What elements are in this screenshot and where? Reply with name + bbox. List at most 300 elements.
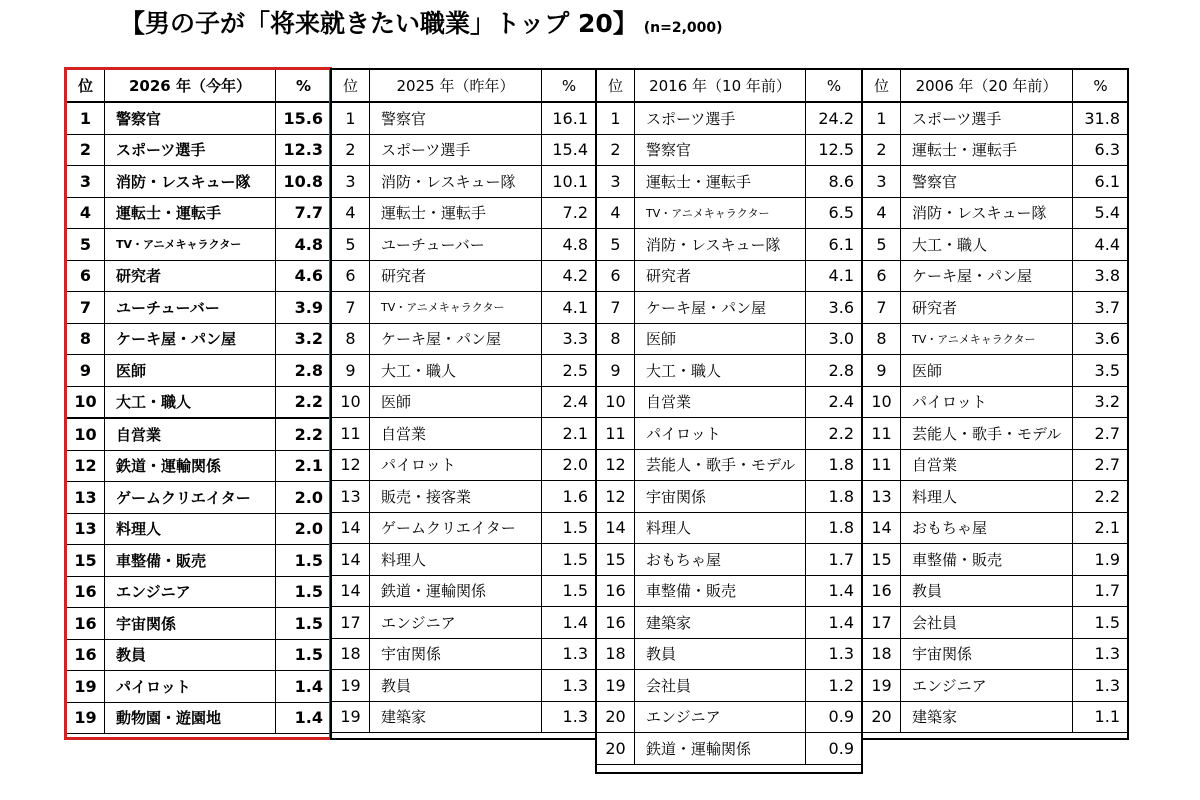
job-cell: 医師 [635, 323, 806, 355]
job-cell: パイロット [105, 671, 276, 703]
job-cell: 料理人 [635, 512, 806, 544]
table-row [332, 575, 597, 607]
percent-cell: 1.3 [542, 701, 597, 733]
table-row [597, 733, 863, 765]
job-cell: ケーキ屋・パン屋 [370, 323, 542, 355]
table-header-row [863, 70, 1129, 103]
table-row [597, 292, 863, 324]
table-row [597, 481, 863, 513]
rank-cell: 12 [597, 481, 635, 513]
rank-cell: 1 [332, 102, 370, 134]
percent-cell: 3.6 [806, 292, 863, 324]
job-cell: 自営業 [105, 418, 276, 450]
job-cell: 警察官 [370, 102, 542, 134]
table-row [332, 607, 597, 639]
percent-cell: 15.6 [276, 102, 332, 134]
job-cell: パイロット [635, 418, 806, 450]
table-header-row [67, 70, 332, 103]
job-cell: エンジニア [370, 607, 542, 639]
table-row [597, 544, 863, 576]
rank-cell: 4 [67, 197, 105, 229]
job-cell: おもちゃ屋 [635, 544, 806, 576]
table-row [863, 638, 1129, 670]
percent-cell: 1.3 [1073, 638, 1129, 670]
job-cell: スポーツ選手 [370, 134, 542, 166]
percent-cell: 2.8 [806, 355, 863, 387]
table-row [863, 418, 1129, 450]
job-cell: 警察官 [635, 134, 806, 166]
table-row [332, 323, 597, 355]
table-row [863, 481, 1129, 513]
job-cell: 会社員 [635, 670, 806, 702]
table-row [332, 229, 597, 261]
table-row [332, 544, 597, 576]
rank-cell: 14 [332, 575, 370, 607]
table-row [332, 670, 597, 702]
rank-cell: 16 [67, 639, 105, 671]
rank-cell: 16 [597, 575, 635, 607]
rank-cell: 19 [863, 670, 901, 702]
percent-cell: 1.1 [1073, 701, 1129, 733]
table-row [67, 197, 332, 229]
rank-cell: 20 [597, 733, 635, 765]
header-rank: 位 [863, 70, 901, 103]
percent-cell: 1.8 [806, 512, 863, 544]
table-row [332, 260, 597, 292]
rank-cell: 9 [332, 355, 370, 387]
rank-cell: 13 [67, 513, 105, 545]
ranking-table-2026 [66, 69, 332, 734]
rank-cell: 4 [863, 197, 901, 229]
job-cell: TV・アニメキャラクター [901, 323, 1073, 355]
percent-cell: 1.8 [806, 481, 863, 513]
job-cell: 宇宙関係 [901, 638, 1073, 670]
table-row [67, 355, 332, 387]
rank-cell: 14 [863, 512, 901, 544]
page-title [120, 4, 723, 44]
job-cell: 警察官 [901, 166, 1073, 198]
job-cell: 教員 [370, 670, 542, 702]
rank-cell: 8 [67, 323, 105, 355]
table-row [863, 449, 1129, 481]
percent-cell: 12.3 [276, 134, 332, 166]
rank-cell: 19 [597, 670, 635, 702]
table-row [597, 512, 863, 544]
rank-cell: 7 [863, 292, 901, 324]
percent-cell: 3.9 [276, 292, 332, 324]
job-cell: ユーチューバー [370, 229, 542, 261]
rank-cell: 20 [863, 701, 901, 733]
job-cell: 建築家 [901, 701, 1073, 733]
rank-cell: 14 [332, 512, 370, 544]
table-row [863, 607, 1129, 639]
rank-cell: 10 [67, 386, 105, 418]
job-cell: 料理人 [901, 481, 1073, 513]
percent-cell: 8.6 [806, 166, 863, 198]
table-row [597, 607, 863, 639]
rank-cell: 10 [597, 386, 635, 418]
ranking-table-2006 [862, 69, 1129, 733]
percent-cell: 6.1 [1073, 166, 1129, 198]
job-cell: 車整備・販売 [105, 545, 276, 577]
rank-cell: 13 [67, 482, 105, 514]
header-rank: 位 [332, 70, 370, 103]
job-cell: ケーキ屋・パン屋 [901, 260, 1073, 292]
table-row [332, 166, 597, 198]
rank-cell: 10 [863, 386, 901, 418]
job-cell: ユーチューバー [105, 292, 276, 324]
table-row [332, 481, 597, 513]
job-cell: おもちゃ屋 [901, 512, 1073, 544]
rank-cell: 7 [597, 292, 635, 324]
table-row [332, 355, 597, 387]
job-cell: 研究者 [635, 260, 806, 292]
rank-cell: 9 [863, 355, 901, 387]
table-row [863, 670, 1129, 702]
percent-cell: 3.3 [542, 323, 597, 355]
job-cell: 大工・職人 [635, 355, 806, 387]
job-cell: 医師 [370, 386, 542, 418]
rank-cell: 5 [863, 229, 901, 261]
table-row [863, 292, 1129, 324]
table-row [597, 323, 863, 355]
table-row [67, 102, 332, 134]
job-cell: 警察官 [105, 102, 276, 134]
job-cell: 研究者 [901, 292, 1073, 324]
percent-cell: 2.4 [806, 386, 863, 418]
percent-cell: 1.5 [1073, 607, 1129, 639]
table-row [67, 702, 332, 734]
table-row [67, 260, 332, 292]
table-row [597, 418, 863, 450]
table-row [67, 608, 332, 640]
table-header-row [597, 70, 863, 103]
table-row [597, 197, 863, 229]
job-cell: エンジニア [901, 670, 1073, 702]
rank-cell: 3 [332, 166, 370, 198]
job-cell: 動物園・遊園地 [105, 702, 276, 734]
job-cell: TV・アニメキャラクター [370, 292, 542, 324]
rank-cell: 3 [597, 166, 635, 198]
header-year: 2026 年（今年） [105, 70, 276, 103]
rank-cell: 3 [67, 166, 105, 198]
percent-cell: 31.8 [1073, 102, 1129, 134]
job-cell: 教員 [901, 575, 1073, 607]
percent-cell: 1.2 [806, 670, 863, 702]
rank-cell: 1 [863, 102, 901, 134]
job-cell: 大工・職人 [370, 355, 542, 387]
job-cell: 大工・職人 [901, 229, 1073, 261]
rank-cell: 15 [863, 544, 901, 576]
percent-cell: 1.4 [542, 607, 597, 639]
table-row [863, 512, 1129, 544]
percent-cell: 0.9 [806, 733, 863, 765]
table-row [597, 386, 863, 418]
table-row [67, 671, 332, 703]
job-cell: 研究者 [370, 260, 542, 292]
table-row [67, 450, 332, 482]
job-cell: 料理人 [370, 544, 542, 576]
header-percent: % [276, 70, 332, 103]
table-row [597, 670, 863, 702]
job-cell: 消防・レスキュー隊 [635, 229, 806, 261]
table-row [597, 134, 863, 166]
job-cell: 会社員 [901, 607, 1073, 639]
table-row [863, 260, 1129, 292]
table-row [597, 638, 863, 670]
job-cell: 鉄道・運輸関係 [105, 450, 276, 482]
percent-cell: 2.5 [542, 355, 597, 387]
percent-cell: 1.4 [276, 671, 332, 703]
rank-cell: 17 [332, 607, 370, 639]
job-cell: TV・アニメキャラクター [635, 197, 806, 229]
table-row [67, 134, 332, 166]
percent-cell: 1.5 [276, 576, 332, 608]
rank-cell: 8 [332, 323, 370, 355]
job-cell: 鉄道・運輸関係 [370, 575, 542, 607]
percent-cell: 2.8 [276, 355, 332, 387]
percent-cell: 1.5 [276, 545, 332, 577]
header-percent: % [1073, 70, 1129, 103]
percent-cell: 24.2 [806, 102, 863, 134]
table-row [863, 323, 1129, 355]
percent-cell: 3.6 [1073, 323, 1129, 355]
job-cell: ケーキ屋・パン屋 [105, 323, 276, 355]
job-cell: 建築家 [635, 607, 806, 639]
table-row [67, 545, 332, 577]
table-row [597, 575, 863, 607]
job-cell: 販売・接客業 [370, 481, 542, 513]
table-row [67, 323, 332, 355]
job-cell: 宇宙関係 [370, 638, 542, 670]
percent-cell: 3.0 [806, 323, 863, 355]
job-cell: 建築家 [370, 701, 542, 733]
table-row [67, 166, 332, 198]
percent-cell: 2.1 [1073, 512, 1129, 544]
job-cell: 自営業 [901, 449, 1073, 481]
rank-cell: 6 [863, 260, 901, 292]
table-header-row [332, 70, 597, 103]
rank-cell: 18 [863, 638, 901, 670]
percent-cell: 4.8 [276, 229, 332, 261]
percent-cell: 4.1 [806, 260, 863, 292]
job-cell: 鉄道・運輸関係 [635, 733, 806, 765]
table-row [67, 418, 332, 450]
percent-cell: 2.2 [806, 418, 863, 450]
percent-cell: 5.4 [1073, 197, 1129, 229]
job-cell: ゲームクリエイター [105, 482, 276, 514]
percent-cell: 12.5 [806, 134, 863, 166]
percent-cell: 2.2 [276, 386, 332, 418]
percent-cell: 1.8 [806, 449, 863, 481]
rank-cell: 13 [332, 481, 370, 513]
percent-cell: 1.5 [542, 575, 597, 607]
rank-cell: 4 [597, 197, 635, 229]
rank-cell: 6 [332, 260, 370, 292]
percent-cell: 3.7 [1073, 292, 1129, 324]
table-row [863, 544, 1129, 576]
rank-cell: 19 [67, 671, 105, 703]
table-row [863, 229, 1129, 261]
percent-cell: 3.8 [1073, 260, 1129, 292]
percent-cell: 7.2 [542, 197, 597, 229]
percent-cell: 3.2 [276, 323, 332, 355]
rank-cell: 4 [332, 197, 370, 229]
header-year: 2006 年（20 年前） [901, 70, 1073, 103]
percent-cell: 1.3 [542, 670, 597, 702]
rank-cell: 11 [332, 418, 370, 450]
percent-cell: 1.5 [276, 608, 332, 640]
table-row [863, 575, 1129, 607]
job-cell: 消防・レスキュー隊 [370, 166, 542, 198]
percent-cell: 4.4 [1073, 229, 1129, 261]
job-cell: 宇宙関係 [635, 481, 806, 513]
table-row [597, 260, 863, 292]
table-row [863, 701, 1129, 733]
rank-cell: 14 [597, 512, 635, 544]
table-row [67, 482, 332, 514]
table-row [67, 292, 332, 324]
percent-cell: 10.1 [542, 166, 597, 198]
job-cell: 芸能人・歌手・モデル [635, 449, 806, 481]
table-row [863, 197, 1129, 229]
percent-cell: 1.4 [276, 702, 332, 734]
table-row [597, 229, 863, 261]
rank-cell: 9 [67, 355, 105, 387]
table-row [597, 355, 863, 387]
rank-cell: 8 [597, 323, 635, 355]
percent-cell: 10.8 [276, 166, 332, 198]
table-row [67, 386, 332, 418]
job-cell: パイロット [901, 386, 1073, 418]
rank-cell: 6 [67, 260, 105, 292]
rank-cell: 5 [67, 229, 105, 261]
percent-cell: 4.1 [542, 292, 597, 324]
percent-cell: 3.5 [1073, 355, 1129, 387]
table-row [67, 513, 332, 545]
rank-cell: 18 [597, 638, 635, 670]
percent-cell: 2.0 [276, 482, 332, 514]
table-row [67, 229, 332, 261]
rank-cell: 20 [597, 701, 635, 733]
rank-cell: 16 [597, 607, 635, 639]
rank-cell: 2 [597, 134, 635, 166]
percent-cell: 2.7 [1073, 418, 1129, 450]
percent-cell: 2.2 [276, 418, 332, 450]
job-cell: 自営業 [635, 386, 806, 418]
header-rank: 位 [597, 70, 635, 103]
job-cell: 芸能人・歌手・モデル [901, 418, 1073, 450]
job-cell: 宇宙関係 [105, 608, 276, 640]
job-cell: 医師 [901, 355, 1073, 387]
rank-cell: 11 [863, 449, 901, 481]
rank-cell: 5 [332, 229, 370, 261]
job-cell: 教員 [635, 638, 806, 670]
percent-cell: 1.4 [806, 607, 863, 639]
job-cell: 教員 [105, 639, 276, 671]
percent-cell: 2.1 [276, 450, 332, 482]
job-cell: 自営業 [370, 418, 542, 450]
percent-cell: 1.7 [806, 544, 863, 576]
header-percent: % [806, 70, 863, 103]
table-row [597, 449, 863, 481]
rank-cell: 3 [863, 166, 901, 198]
percent-cell: 2.2 [1073, 481, 1129, 513]
job-cell: パイロット [370, 449, 542, 481]
percent-cell: 7.7 [276, 197, 332, 229]
percent-cell: 1.6 [542, 481, 597, 513]
percent-cell: 4.2 [542, 260, 597, 292]
table-row [67, 576, 332, 608]
rank-cell: 15 [67, 545, 105, 577]
percent-cell: 16.1 [542, 102, 597, 134]
table-row [597, 102, 863, 134]
header-percent: % [542, 70, 597, 103]
rank-cell: 19 [332, 701, 370, 733]
job-cell: スポーツ選手 [105, 134, 276, 166]
table-row [332, 449, 597, 481]
percent-cell: 2.4 [542, 386, 597, 418]
rank-cell: 2 [67, 134, 105, 166]
percent-cell: 2.0 [276, 513, 332, 545]
rank-cell: 14 [332, 544, 370, 576]
rank-cell: 18 [332, 638, 370, 670]
table-row [863, 355, 1129, 387]
table-row [332, 292, 597, 324]
job-cell: ケーキ屋・パン屋 [635, 292, 806, 324]
rank-cell: 1 [597, 102, 635, 134]
percent-cell: 2.7 [1073, 449, 1129, 481]
table-row [863, 386, 1129, 418]
table-row [332, 197, 597, 229]
table-row [332, 701, 597, 733]
header-year: 2025 年（昨年） [370, 70, 542, 103]
table-row [332, 102, 597, 134]
percent-cell: 1.9 [1073, 544, 1129, 576]
percent-cell: 1.3 [806, 638, 863, 670]
rank-cell: 2 [863, 134, 901, 166]
rank-cell: 12 [597, 449, 635, 481]
rank-cell: 10 [67, 418, 105, 450]
job-cell: スポーツ選手 [901, 102, 1073, 134]
rank-cell: 12 [332, 449, 370, 481]
rank-cell: 6 [597, 260, 635, 292]
table-row [597, 166, 863, 198]
rank-cell: 5 [597, 229, 635, 261]
job-cell: 車整備・販売 [635, 575, 806, 607]
rank-cell: 7 [332, 292, 370, 324]
table-row [332, 512, 597, 544]
rank-cell: 17 [863, 607, 901, 639]
job-cell: 消防・レスキュー隊 [901, 197, 1073, 229]
rank-cell: 11 [863, 418, 901, 450]
job-cell: 医師 [105, 355, 276, 387]
table-row [863, 102, 1129, 134]
table-row [863, 166, 1129, 198]
header-year: 2016 年（10 年前） [635, 70, 806, 103]
job-cell: 料理人 [105, 513, 276, 545]
rank-cell: 8 [863, 323, 901, 355]
rank-cell: 2 [332, 134, 370, 166]
table-row [597, 701, 863, 733]
rank-cell: 9 [597, 355, 635, 387]
table-row [332, 134, 597, 166]
job-cell: 車整備・販売 [901, 544, 1073, 576]
ranking-table-2025 [331, 69, 597, 733]
percent-cell: 1.3 [1073, 670, 1129, 702]
job-cell: TV・アニメキャラクター [105, 229, 276, 261]
rank-cell: 10 [332, 386, 370, 418]
